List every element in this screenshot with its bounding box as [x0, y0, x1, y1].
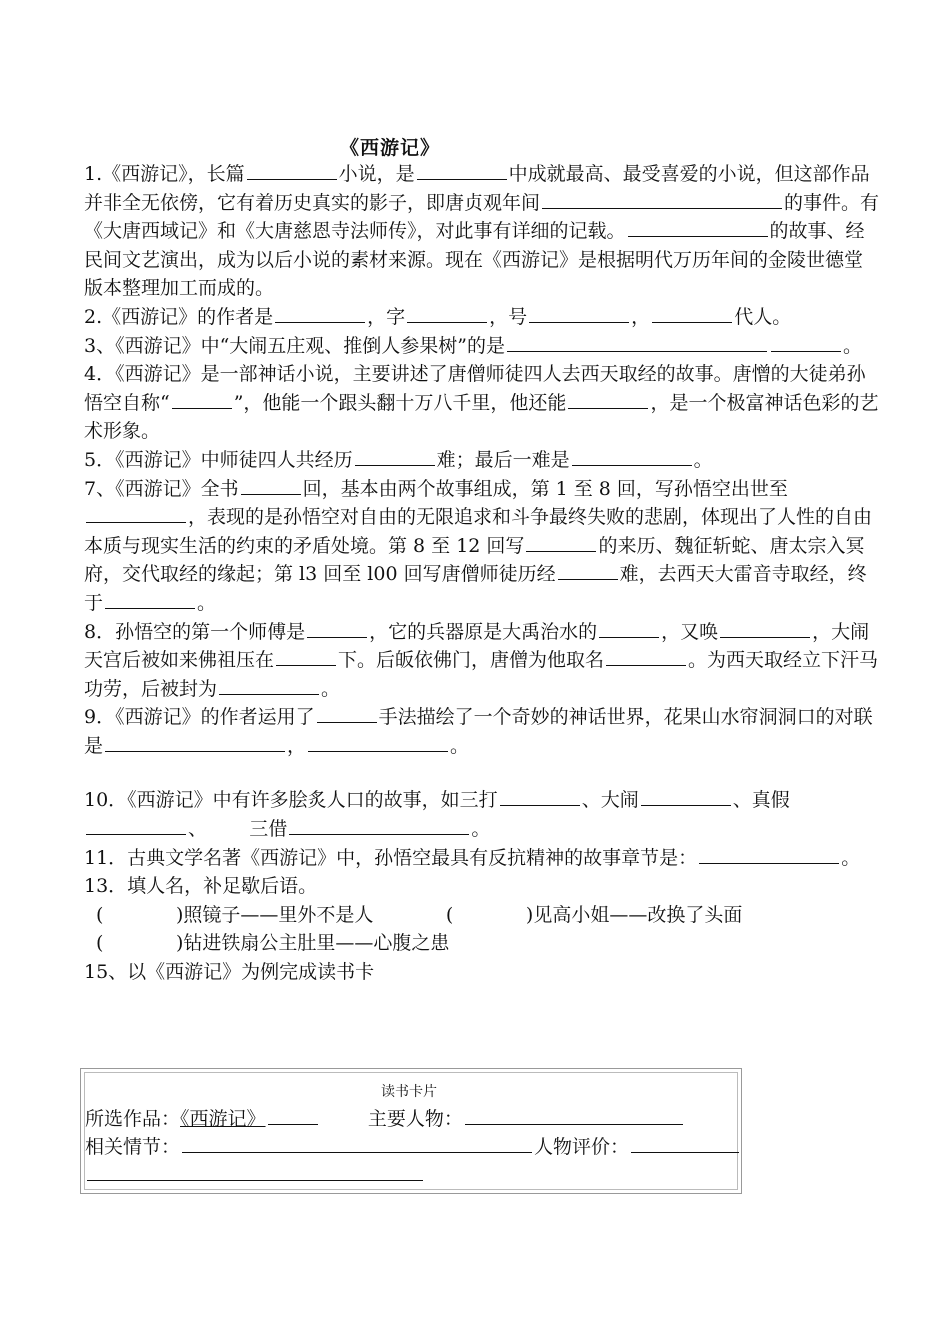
idiom-blank[interactable]: (	[96, 932, 104, 955]
question-text: 11．古典文学名著《西游记》中，孙悟空最具有反抗精神的故事章节是：	[84, 846, 698, 869]
answer-blank[interactable]	[307, 618, 367, 638]
question-text: 15、以《西游记》为例完成读书卡	[84, 961, 375, 984]
question-text: ，表现的是孙悟空对自由的无限追求和斗争最终失败的悲剧，体现出了人性的自由本质与现实生活的约束的矛盾处境。第 8 至 12 回写	[84, 506, 873, 557]
question-text: ，大闹天宫后被如来佛祖压在	[84, 620, 870, 672]
idiom-row-1	[84, 901, 880, 930]
question-text: 三借	[249, 818, 288, 841]
question-text: 。	[693, 448, 713, 471]
answer-blank[interactable]	[86, 503, 186, 523]
answer-blank[interactable]	[355, 446, 435, 466]
question-11	[84, 844, 880, 873]
idiom-text: )钻进铁扇公主肚里——心腹之患	[176, 932, 450, 955]
answer-blank[interactable]	[105, 589, 195, 609]
question-9	[84, 703, 880, 760]
idiom-row-2	[84, 929, 880, 958]
question-text: ，	[287, 734, 307, 757]
question-text: 。	[321, 677, 341, 700]
answer-blank[interactable]	[276, 646, 336, 666]
spacer	[84, 760, 880, 786]
answer-blank[interactable]	[241, 475, 301, 495]
eval-label: 人物评价：	[534, 1136, 630, 1158]
question-text: ，	[631, 305, 651, 328]
plot-label: 相关情节：	[85, 1136, 181, 1158]
answer-blank[interactable]	[641, 786, 731, 806]
question-13	[84, 872, 880, 901]
question-5	[84, 446, 880, 475]
question-text: 的事件。有《大唐西域记》和《大唐慈恩寺法师传》，对此事有详细的记载。	[84, 191, 880, 243]
answer-blank[interactable]	[628, 217, 768, 237]
question-text: 13．填人名，补足歇后语。	[84, 875, 318, 898]
question-text: ”，他能一个跟头翻十万八千里，他还能	[233, 391, 567, 414]
question-4	[84, 360, 880, 446]
question-text: 7、《西游记》全书	[84, 477, 239, 500]
page-title: 《西游记》	[339, 137, 440, 159]
answer-blank[interactable]	[558, 560, 618, 580]
question-list	[84, 160, 880, 987]
question-text: 的故事、经民间文艺演出，成为以后小说的素材来源。现在《西游记》是根据明代万历年间的金陵世德堂版本整理加工而成的。	[84, 220, 865, 300]
answer-blank[interactable]	[407, 303, 487, 323]
question-text: 回，基本由两个故事组成，第 1 至 8 回，写孙悟空出世至	[302, 477, 788, 500]
question-text: 难；最后一难是	[436, 448, 570, 471]
idiom-text: )照镜子——里外不是人	[176, 903, 374, 926]
question-text: 下。后皈依佛门，唐僧为他取名	[338, 649, 605, 672]
question-text: 。	[197, 591, 217, 614]
card-row-continuation	[85, 1161, 425, 1188]
question-text: 手法描绘了一个奇妙的神话世界，花果山水帘洞洞口的对联是	[84, 706, 873, 757]
answer-blank[interactable]	[308, 732, 448, 752]
answer-blank[interactable]	[219, 675, 319, 695]
question-text: 难，去西天大雷音寺取经，终于	[84, 563, 867, 614]
plot-blank[interactable]	[182, 1133, 532, 1153]
card-row-work	[85, 1105, 685, 1132]
answer-blank[interactable]	[247, 160, 337, 180]
idiom-blank[interactable]: (	[445, 903, 454, 926]
question-1	[84, 160, 880, 303]
answer-blank[interactable]	[771, 332, 841, 352]
question-text: 。	[841, 846, 861, 869]
reading-card	[80, 1068, 742, 1194]
question-text: 。	[450, 734, 470, 757]
answer-blank[interactable]	[86, 815, 186, 835]
question-2	[84, 303, 880, 332]
answer-blank[interactable]	[606, 646, 686, 666]
question-7	[84, 475, 880, 618]
answer-blank[interactable]	[572, 446, 692, 466]
question-text: 1.《西游记》，长篇	[84, 163, 245, 185]
question-text: 中成就最高、最受喜爱的小说，但这部作品并非全无依傍，它有着历史真实的影子，即唐贞观年间	[84, 163, 870, 214]
question-3	[84, 332, 880, 361]
character-blank[interactable]	[465, 1105, 683, 1125]
answer-blank[interactable]	[720, 618, 810, 638]
question-text: 小说，是	[338, 163, 415, 185]
work-value: 《西游记》	[180, 1108, 266, 1130]
question-text: 2.《西游记》的作者是	[84, 305, 274, 328]
answer-blank[interactable]	[542, 189, 782, 209]
question-text: ，是一个极富神话色彩的艺术形象。	[84, 391, 879, 443]
question-text: ，字	[367, 305, 406, 328]
answer-blank[interactable]	[599, 618, 659, 638]
answer-blank[interactable]	[652, 303, 732, 323]
answer-blank[interactable]	[105, 732, 285, 752]
question-text: 代人。	[734, 305, 792, 328]
answer-blank[interactable]	[317, 703, 377, 723]
question-text: 9．《西游记》的作者运用了	[84, 706, 315, 729]
answer-blank[interactable]	[289, 815, 469, 835]
idiom-blank[interactable]: (	[96, 903, 104, 926]
question-text: ，号	[489, 305, 528, 328]
work-blank[interactable]	[268, 1105, 318, 1125]
answer-blank[interactable]	[500, 786, 580, 806]
answer-blank[interactable]	[529, 303, 629, 323]
question-text: 、	[188, 818, 208, 841]
eval-blank-continued[interactable]	[87, 1161, 423, 1181]
card-title: 读书卡片	[381, 1084, 437, 1100]
answer-blank[interactable]	[699, 844, 839, 864]
question-text: 5．《西游记》中师徒四人共经历	[84, 448, 353, 471]
question-text: 4．《西游记》是一部神话小说，主要讲述了唐僧师徒四人去西天取经的故事。唐憎的大徒弟孙悟空自称“	[84, 363, 866, 414]
answer-blank[interactable]	[172, 389, 232, 409]
question-text: 。为西天取经立下汗马功劳，后被封为	[84, 649, 879, 700]
question-text: 、真假	[732, 789, 790, 812]
question-8	[84, 618, 880, 704]
question-text: 3、《西游记》中“大闹五庄观、推倒人参果树”的是	[84, 334, 506, 357]
question-text: 8．孙悟空的第一个师傅是	[84, 620, 306, 643]
question-text: 。	[471, 818, 491, 841]
character-label: 主要人物：	[367, 1108, 463, 1130]
question-text: 。	[843, 334, 863, 357]
question-text: ，它的兵器原是大禹治水的	[369, 620, 598, 643]
question-text: 、大闹	[581, 789, 639, 812]
idiom-text: )见高小姐——改换了头面	[525, 903, 743, 926]
question-text: ，又唤	[661, 620, 719, 643]
answer-blank[interactable]	[417, 160, 507, 180]
answer-blank[interactable]	[507, 332, 767, 352]
answer-blank[interactable]	[568, 389, 648, 409]
answer-blank[interactable]	[275, 303, 365, 323]
question-text: 的来历、魏征斩蛇、唐太宗入冥府，交代取经的缘起；第 l3 回至 l00 回写唐僧师徒历经	[84, 534, 865, 586]
question-text: 10．《西游记》中有许多脍炙人口的故事，如三打	[84, 789, 498, 812]
answer-blank[interactable]	[526, 532, 596, 552]
eval-blank[interactable]	[631, 1133, 739, 1153]
card-row-plot	[85, 1133, 741, 1160]
question-15	[84, 958, 880, 987]
work-label: 所选作品：	[85, 1108, 181, 1130]
question-10	[84, 786, 880, 843]
